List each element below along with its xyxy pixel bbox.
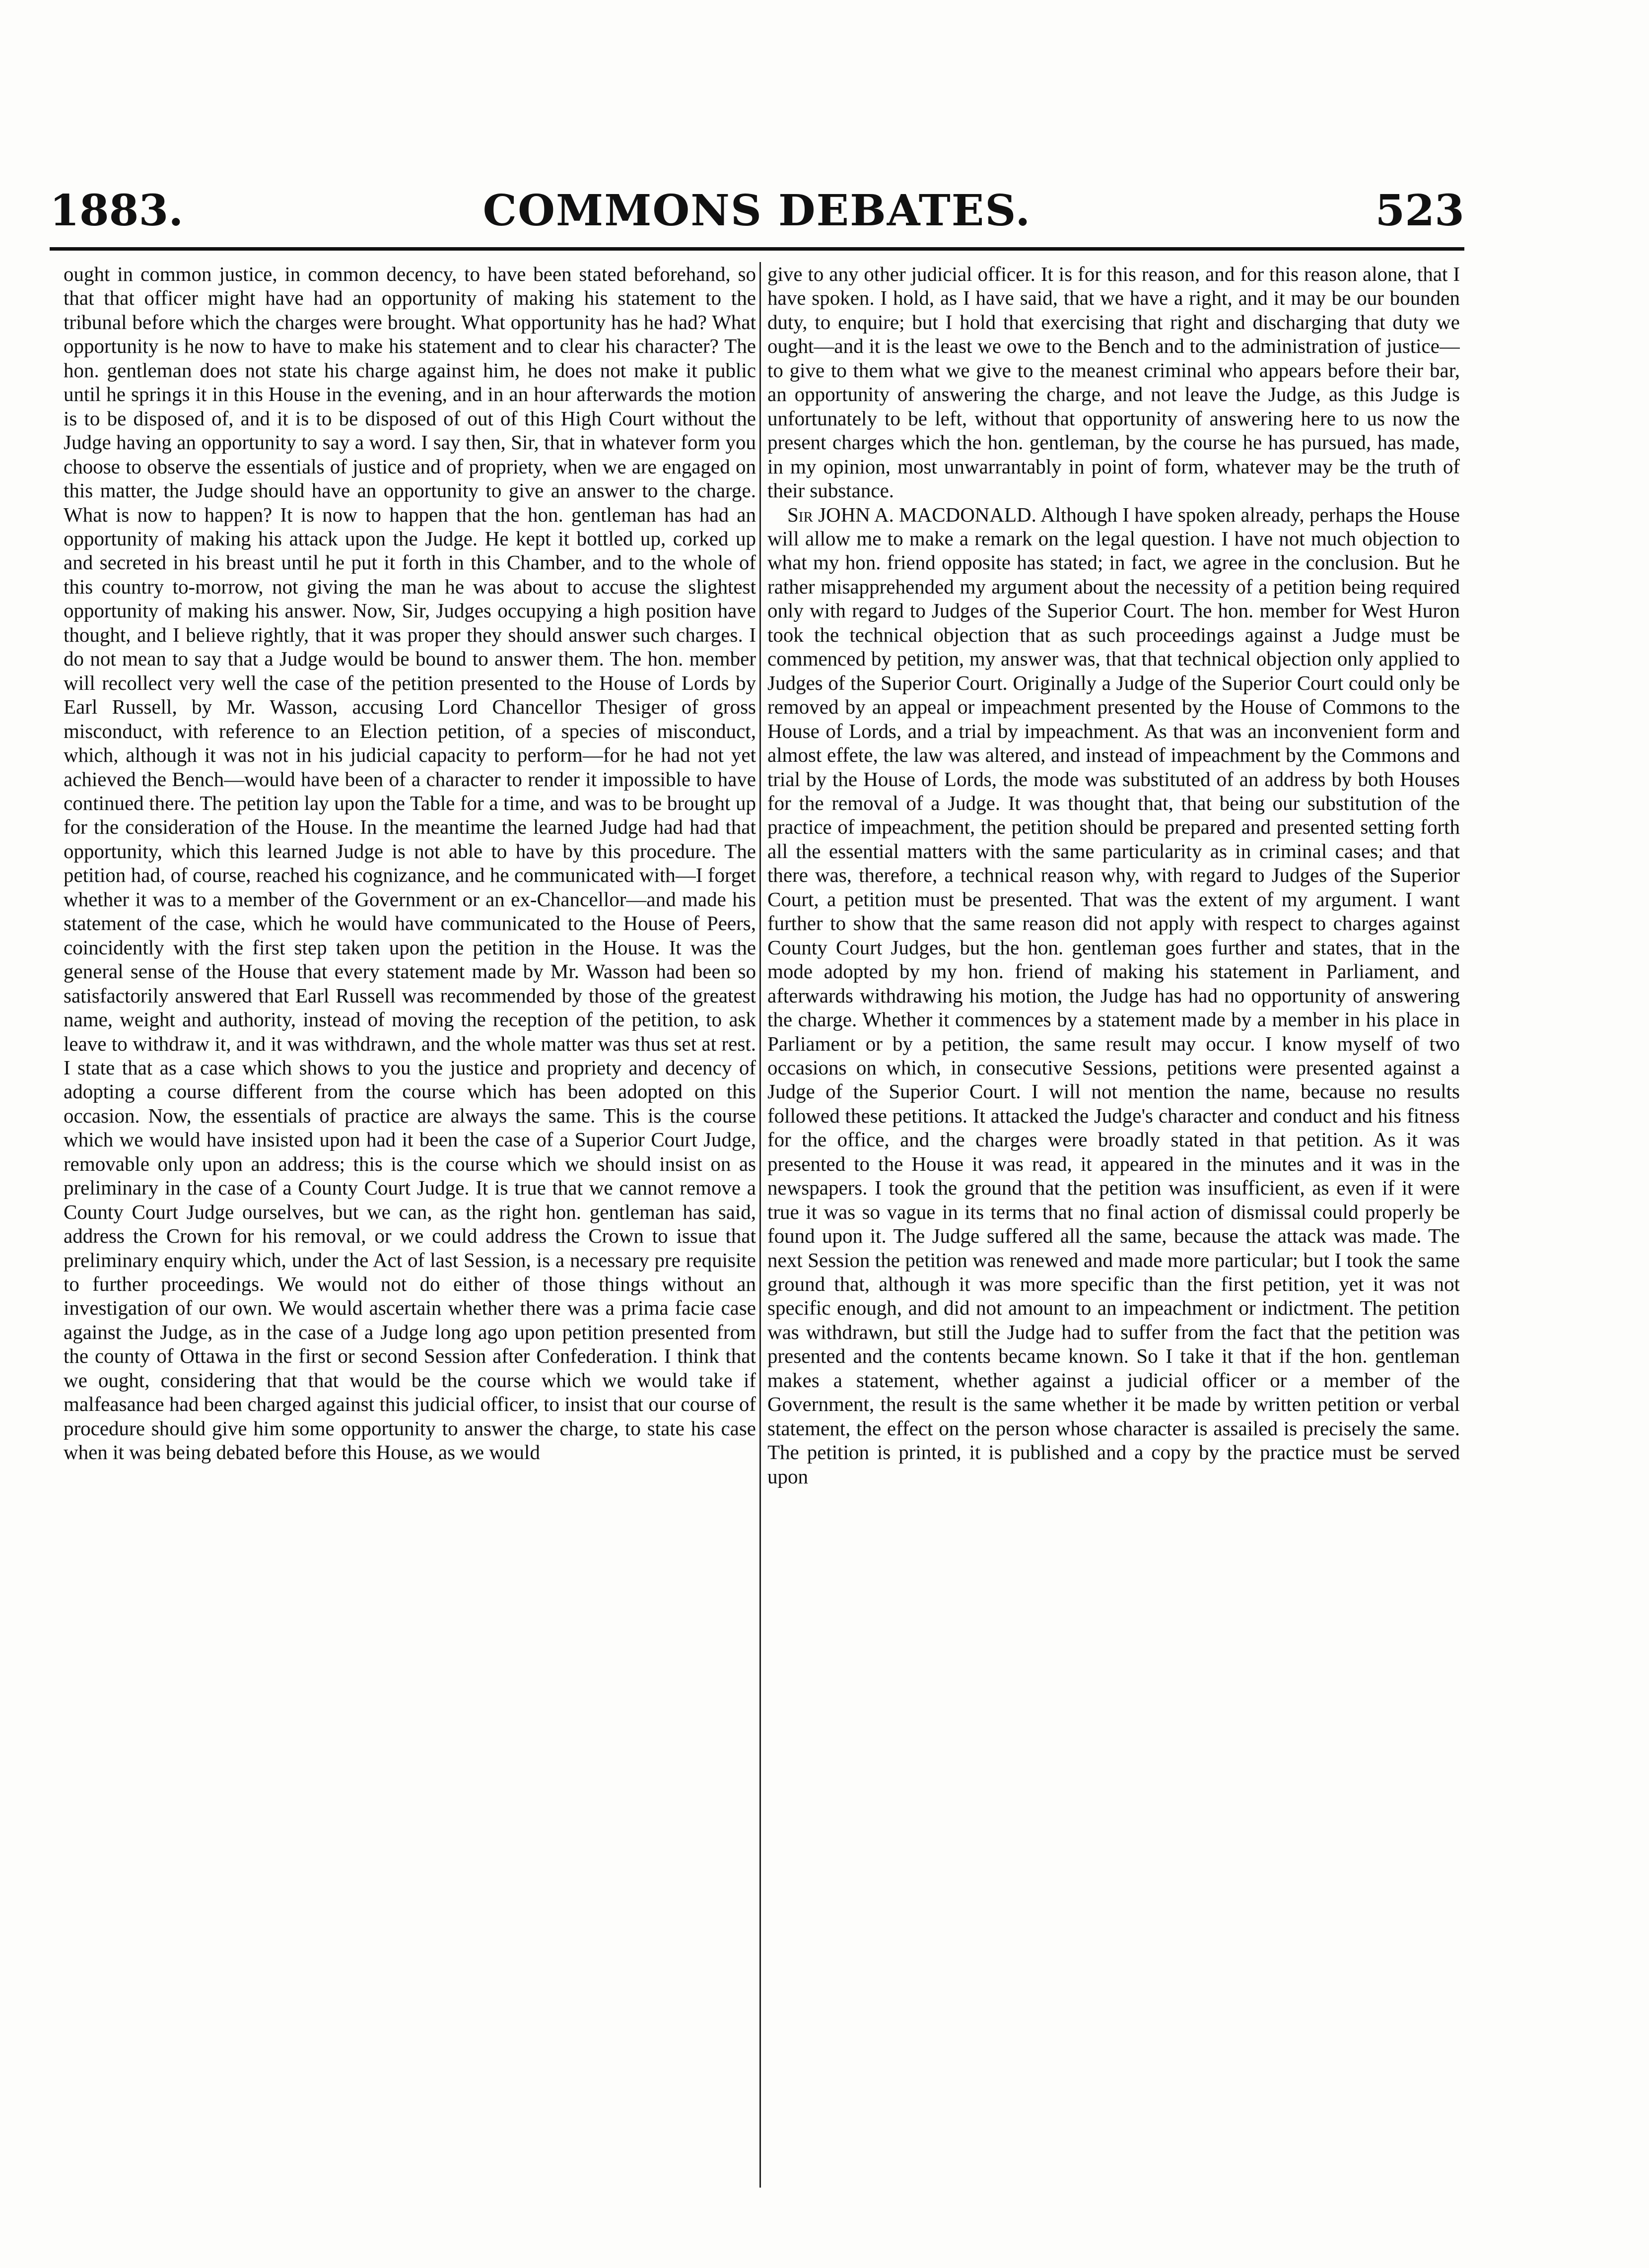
right-paragraph-1: give to any other judicial officer. It is for this reason, and for this reason alone, that I have spoken. I hold, as I have said, that we have a right, and it may be our bounden duty, to enquire; but I hold that exercising that right and discharging that duty we ought—and it is the least we owe to the Bench and to the administration of justice—to give to them what we give to the meanest criminal who appears before their bar, an opportunity of answering the charge, and not leave the Judge, as this Judge is unfortunately to be left, without that opportunity of answering here to us now the present charges which the hon. gentleman, by the course he has pursued, has made, in my opinion, most unwarrantably in point of form, whatever may be the truth of their substance. (767, 263, 1460, 502)
page-header (50, 186, 1464, 241)
column-divider (759, 262, 761, 2188)
speech-text: Although I have spoken already, perhaps the House will allow me to make a remark on the legal question. I have not much objection to what my hon. friend opposite has stated; in fact, we agree in the conclusion. But he rather misapprehended my argument about the necessity of a petition being required only with regard to Judges of the Superior Court. The hon. member for West Huron took the technical objection that as such proceedings against a Judge must be commenced by petition, my answer was, that that technical objection only applied to Judges of the Superior Court. Originally a Judge of the Superior Court could only be removed by an appeal or impeachment presented by the House of Commons to the House of Lords, and a trial by impeachment. As that was an inconvenient form and almost effete, the law was altered, and instead of impeachment by the Commons and trial by the House of Lords, the mode was substituted of an address by both Houses for the removal of a Judge. It was thought that, that being our substitution of the practice of impeachment, the petition should be prepared and presented setting forth all the essential matters with the same particularity as in criminal cases; and that there was, therefore, a technical reason why, with regard to Judges of the Superior Court, a petition must be presented. That was the extent of my argument. I want further to show that the same reason did not apply with respect to charges against County Court Judges, but the hon. gentleman goes further and states, that in the mode adopted by my hon. friend of making his statement in Parliament, and afterwards withdrawing his motion, the Judge has had no opportunity of answering the charge. Whether it commences by a statement made by a member in his place in Parliament or by a petition, the same result may occur. I know myself of two occasions on which, in consecutive Sessions, petitions were presented against a Judge of the Superior Court. I will not mention the name, because no results followed these petitions. It attacked the Judge's character and conduct and his fitness for the office, and the charges were broadly stated in that petition. As it was presented to the House it was read, it appeared in the minutes and it was in the newspapers. I took the ground that the petition was insufficient, as even if it were true it was so vague in its terms that no final action of dismissal could properly be found upon it. The Judge suffered all the same, because the attack was made. The next Session the petition was renewed and made more particular; but I took the same ground that, although it was more specific than the first petition, yet it was not specific enough, and did not amount to an impeachment or indictment. The petition was withdrawn, but still the Judge had to suffer from the fact that the petition was presented and the contents became known. So I take it that if the hon. gentleman makes a statement, whether against a judicial officer or a member of the Government, the result is the same whether it be made by written petition or verbal statement, the effect on the person whose character is assailed is precisely the same. The petition is printed, it is published and a copy by the practice must be served upon (767, 503, 1460, 1488)
left-column (64, 262, 756, 2188)
header-year: 1883. (50, 186, 184, 236)
speaker-name: Sir JOHN A. MACDONALD. (787, 503, 1036, 526)
right-paragraph-2 (767, 503, 1460, 1489)
header-title: COMMONS DEBATES. (482, 186, 1031, 236)
header-rule (50, 247, 1464, 251)
left-paragraph-1: ought in common justice, in common decency, to have been stated beforehand, so that that officer might have had an opportunity of making his statement to the tribunal before which the charges were brought. What opportunity has he had? What opportunity is he now to have to make his statement and to clear his character? The hon. gentleman does not state his charge against him, he does not make it public until he springs it in this House in the evening, and in an hour afterwards the motion is to be disposed of, and it is to be disposed of out of this High Court without the Judge having an opportunity to say a word. I say then, Sir, that in whatever form you choose to observe the essentials of justice and of propriety, when we are engaged on this matter, the Judge should have an opportunity to give an answer to the charge. What is now to happen? It is now to happen that the hon. gentleman has had an opportunity of making his attack upon the Judge. He kept it bottled up, corked up and secreted in his breast until he put it forth in this Chamber, and to the whole of this country to-morrow, not giving the man he was about to accuse the slightest opportunity of making his answer. Now, Sir, Judges occupying a high position have thought, and I believe rightly, that it was proper they should answer such charges. I do not mean to say that a Judge would be bound to answer them. The hon. member will recollect very well the case of the petition presented to the House of Lords by Earl Russell, by Mr. Wasson, accusing Lord Chancellor Thesiger of gross misconduct, with reference to an Election petition, of a species of misconduct, which, although it was not in his judicial capacity to perform—for he had not yet achieved the Bench—would have been of a character to render it impossible to have continued there. The petition lay upon the Table for a time, and was to be brought up for the consideration of the House. In the meantime the learned Judge had had that opportunity, which this learned Judge is not able to have by this procedure. The petition had, of course, reached his cognizance, and he communicated with—I forget whether it was to a member of the Government or an ex-Chancellor—and made his statement of the case, which he would have communicated to the House of Peers, coincidently with the first step taken upon the petition in the House. It was the general sense of the House that every statement made by Mr. Wasson had been so satisfactorily answered that Earl Russell was recommended by those of the greatest name, weight and authority, instead of moving the reception of the petition, to ask leave to withdraw it, and it was withdrawn, and the whole matter was thus set at rest. I state that as a case which shows to you the justice and propriety and decency of adopting a course different from the course which has been adopted on this occasion. Now, the essentials of practice are always the same. This is the course which we would have insisted upon had it been the case of a Superior Court Judge, removable only upon an address; this is the course which we should insist on as preliminary in the case of a County Court Judge. It is true that we cannot remove a County Court Judge ourselves, but we can, as the right hon. gentleman has said, address the Crown for his removal, or we could address the Crown to issue that preliminary enquiry which, under the Act of last Session, is a necessary pre requisite to further proceedings. We would not do either of those things without an investigation of our own. We would ascertain whether there was a prima facie case against the Judge, as in the case of a Judge long ago upon petition presented from the county of Ottawa in the first or second Session after Confederation. I think that we ought, considering that that would be the course which we would take if malfeasance had been charged against this judicial officer, to insist that our course of procedure should give him some opportunity to answer the charge, to state his case when it was being debated before this House, as we would (64, 263, 756, 1464)
right-column (767, 262, 1460, 2188)
header-page-number: 523 (1375, 186, 1464, 236)
